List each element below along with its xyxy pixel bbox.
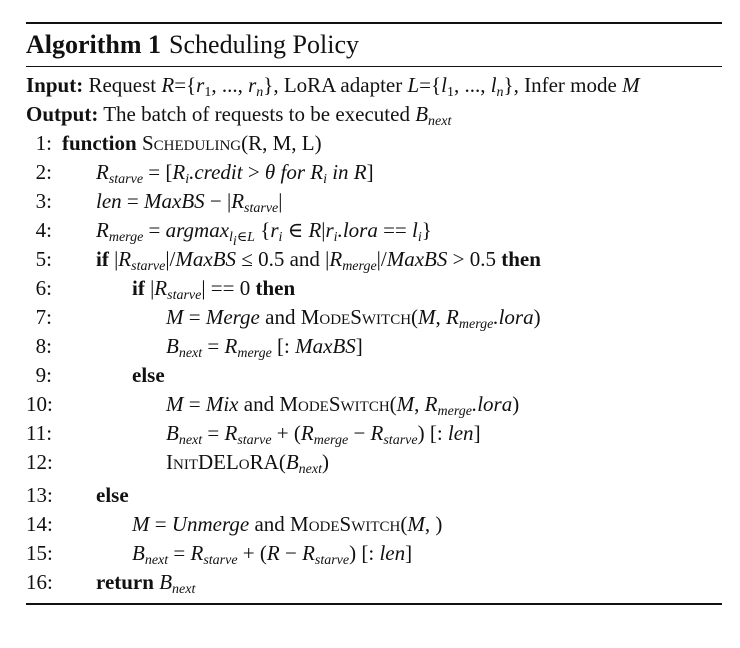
line-number: 13:	[26, 483, 53, 507]
algo-line-12	[26, 448, 722, 477]
line-code: else	[96, 483, 129, 507]
algorithm-block	[26, 22, 722, 605]
algo-line-6	[26, 274, 722, 303]
line-number: 11:	[26, 421, 53, 445]
algo-line-7	[26, 303, 722, 332]
input-label: Input:	[26, 73, 84, 97]
algo-line-16	[26, 568, 722, 597]
line-code: M = Unmerge and ModeSwitch(M, )	[132, 512, 443, 536]
line-number: 4:	[35, 218, 52, 242]
line-number: 9:	[35, 363, 52, 387]
line-code: $InitDELoRA(B_{next})$	[166, 450, 329, 477]
line-number: 12:	[26, 450, 53, 474]
input-line	[26, 71, 722, 100]
algo-line-8	[26, 332, 722, 361]
line-number: 2:	[35, 160, 52, 184]
line-code: if $|R_{starve}|$/MaxBS ≤ 0.5 and $|R_{merge}|$/MaxBS > 0.5 then	[96, 247, 541, 274]
line-code: if $|R_{starve}| == 0$ then	[132, 276, 296, 303]
line-code: len = MaxBS − $|R_{starve}|$	[96, 189, 283, 216]
line-number: 1:	[35, 131, 52, 155]
algo-line-1	[26, 129, 722, 158]
caption-rule	[26, 66, 722, 67]
output-line	[26, 100, 722, 129]
algo-line-13	[26, 481, 722, 510]
line-number: 14:	[26, 512, 53, 536]
line-code: M = Merge and ModeSwitch(M, $R_{merge}.lora$)	[166, 305, 541, 332]
line-code: $B_{next} = R_{starve} + (R_{merge} - R_{starve})$ [: len]	[166, 421, 481, 448]
algo-line-3	[26, 187, 722, 216]
line-code: return $B_{next}$	[96, 570, 196, 597]
algo-line-9	[26, 361, 722, 390]
bottom-rule	[26, 603, 722, 605]
output-text: The batch of requests to be executed $B_{next}$	[103, 102, 452, 129]
algo-line-14	[26, 510, 722, 539]
line-number: 3:	[35, 189, 52, 213]
algo-line-11	[26, 419, 722, 448]
algo-line-2	[26, 158, 722, 187]
input-text: Request $R=\{r_1$, ..., $r_n$}, LoRA adapter $L=\{l_1$, ..., $l_n$}, Infer mode M	[88, 73, 640, 100]
line-number: 6:	[35, 276, 52, 300]
output-label: Output:	[26, 102, 99, 126]
line-number: 16:	[26, 570, 53, 594]
line-code: $B_{next} = R_{merge}$ [: MaxBS]	[166, 334, 363, 361]
line-code: else	[132, 363, 165, 387]
algorithm-title: Scheduling Policy	[169, 30, 359, 59]
algorithm-label: Algorithm 1	[26, 30, 162, 59]
line-number: 5:	[35, 247, 52, 271]
line-number: 7:	[35, 305, 52, 329]
algo-line-4	[26, 216, 722, 249]
line-code: $R_{starve}$ = [$R_i.credit > \theta$ for $R_i$ in R]	[96, 160, 374, 187]
line-code: function Scheduling(R, M, L)	[62, 131, 322, 155]
algorithm-caption	[26, 24, 722, 66]
algo-line-10	[26, 390, 722, 419]
line-number: 8:	[35, 334, 52, 358]
line-number: 15:	[26, 541, 53, 565]
line-number: 10:	[26, 392, 53, 416]
algo-line-5	[26, 245, 722, 274]
line-code: $R_{merge} = argmax_{l_i\in L}$ {$r_i$ ∈ $R|r_i.lora == l_i$}	[96, 218, 432, 249]
line-code: $B_{next} = R_{starve} + (R - R_{starve})$ [: len]	[132, 541, 413, 568]
algo-line-15	[26, 539, 722, 568]
line-code: M = Mix and ModeSwitch(M, $R_{merge}.lora$)	[166, 392, 520, 419]
